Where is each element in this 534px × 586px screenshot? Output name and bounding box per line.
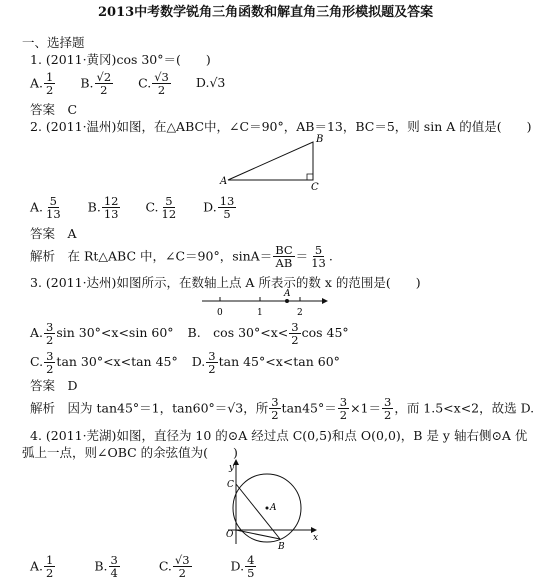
vertex-label-c: C bbox=[311, 182, 319, 193]
q2-analysis: 解析 在 Rt△ABC 中，∠C＝90°，sinA＝ $\frac{BC}{AB}$ ＝ $\frac{5}{13}$ . bbox=[30, 243, 333, 271]
right-angle-mark bbox=[307, 174, 313, 180]
point-a-label: A bbox=[270, 503, 277, 513]
q3-answer: 答案 D bbox=[30, 378, 78, 393]
q3-analysis: 解析 因为 tan45°＝1，tan60°＝√3，所 $\frac{3}{2}$ tan45°＝ $\frac{3}{2}$ ×1＝ $\frac{3}{2}$ ，而 1.5<x<2，故选 D. bbox=[30, 395, 534, 423]
q2-triangle-figure bbox=[218, 132, 328, 194]
q3-stem: 3. (2011·达州)如图所示，在数轴上点 A 所表示的数 x 的范围是( ) bbox=[30, 275, 421, 290]
y-axis-label: y bbox=[229, 463, 235, 473]
q1-options bbox=[30, 71, 245, 97]
q3-option-c[interactable]: C. $\frac{3}{2}$ tan 30°<x<tan 45° bbox=[30, 349, 178, 377]
q4-stem-line1: 4. (2011·芜湖)如图，直径为 10 的⊙A 经过点 C(0,5)和点 O(0,0)，B 是 y 轴右侧⊙A 优 bbox=[30, 428, 528, 443]
q3-option-d[interactable]: D. $\frac{3}{2}$ tan 45°<x<tan 60° bbox=[191, 349, 340, 377]
x-axis-label: x bbox=[313, 533, 319, 543]
point-b-label: B bbox=[278, 542, 285, 552]
tick-1-label: 1 bbox=[257, 308, 263, 318]
q2-stem: 2. (2011·温州)如图，在△ABC中，∠C＝90°，AB＝13，BC＝5，则 sin A 的值是( ) bbox=[30, 119, 532, 134]
q4-circle-figure bbox=[222, 458, 322, 550]
q4-stem-line2: 弧上一点，则∠OBC 的余弦值为( ) bbox=[22, 445, 238, 460]
q1-option-b[interactable]: B. $\frac{√2}{2}$ bbox=[80, 70, 112, 98]
q3-option-a[interactable]: A. $\frac{3}{2}$ sin 30°<x<sin 60° bbox=[30, 320, 174, 348]
q3-options-row1 bbox=[30, 321, 349, 347]
q2-option-c[interactable]: C. $\frac{5}{12}$ bbox=[145, 194, 177, 222]
q2-option-a[interactable]: A. $\frac{5}{13}$ bbox=[30, 194, 61, 222]
q4-option-d[interactable]: D. $\frac{4}{5}$ bbox=[230, 553, 255, 581]
q1-option-d[interactable]: D.√3 bbox=[195, 75, 226, 91]
q4-option-c[interactable]: C. $\frac{√3}{2}$ bbox=[158, 553, 190, 581]
q1-stem: 1. (2011·黄冈)cos 30°＝( ) bbox=[30, 52, 211, 67]
vertex-label-a: A bbox=[220, 176, 228, 187]
triangle-abc bbox=[228, 142, 313, 180]
point-a-label: A bbox=[284, 289, 291, 299]
q2-options bbox=[30, 195, 257, 221]
vertex-label-b: B bbox=[316, 134, 324, 145]
q1-option-c[interactable]: C. $\frac{√3}{2}$ bbox=[138, 70, 169, 98]
q2-option-b[interactable]: B. $\frac{12}{13}$ bbox=[87, 194, 119, 222]
q1-option-a[interactable]: A. $\frac{1}{2}$ bbox=[30, 70, 54, 98]
q2-answer: 答案 A bbox=[30, 226, 77, 241]
tick-0-label: 0 bbox=[217, 308, 223, 318]
number-line-arrow bbox=[322, 298, 328, 304]
point-o-label: O bbox=[226, 530, 234, 540]
q4-options bbox=[30, 554, 277, 580]
q4-option-b[interactable]: B. $\frac{3}{4}$ bbox=[94, 553, 118, 581]
page-title: 2013中考数学锐角三角函数和解直角三角形模拟题及答案 bbox=[98, 5, 434, 20]
point-c-label: C bbox=[227, 480, 234, 490]
center-a bbox=[266, 507, 269, 510]
q4-option-a[interactable]: A. $\frac{1}{2}$ bbox=[30, 553, 54, 581]
q3-option-b[interactable]: B. cos 30°<x< $\frac{3}{2}$ cos 45° bbox=[187, 320, 349, 348]
q2-option-d[interactable]: D. $\frac{13}{5}$ bbox=[203, 194, 235, 222]
section-heading: 一、选择题 bbox=[22, 35, 85, 50]
q3-options-row2 bbox=[30, 350, 340, 376]
tick-2-label: 2 bbox=[297, 308, 303, 318]
q1-answer: 答案 C bbox=[30, 102, 78, 117]
point-a bbox=[285, 299, 289, 303]
q3-number-line bbox=[200, 290, 330, 318]
